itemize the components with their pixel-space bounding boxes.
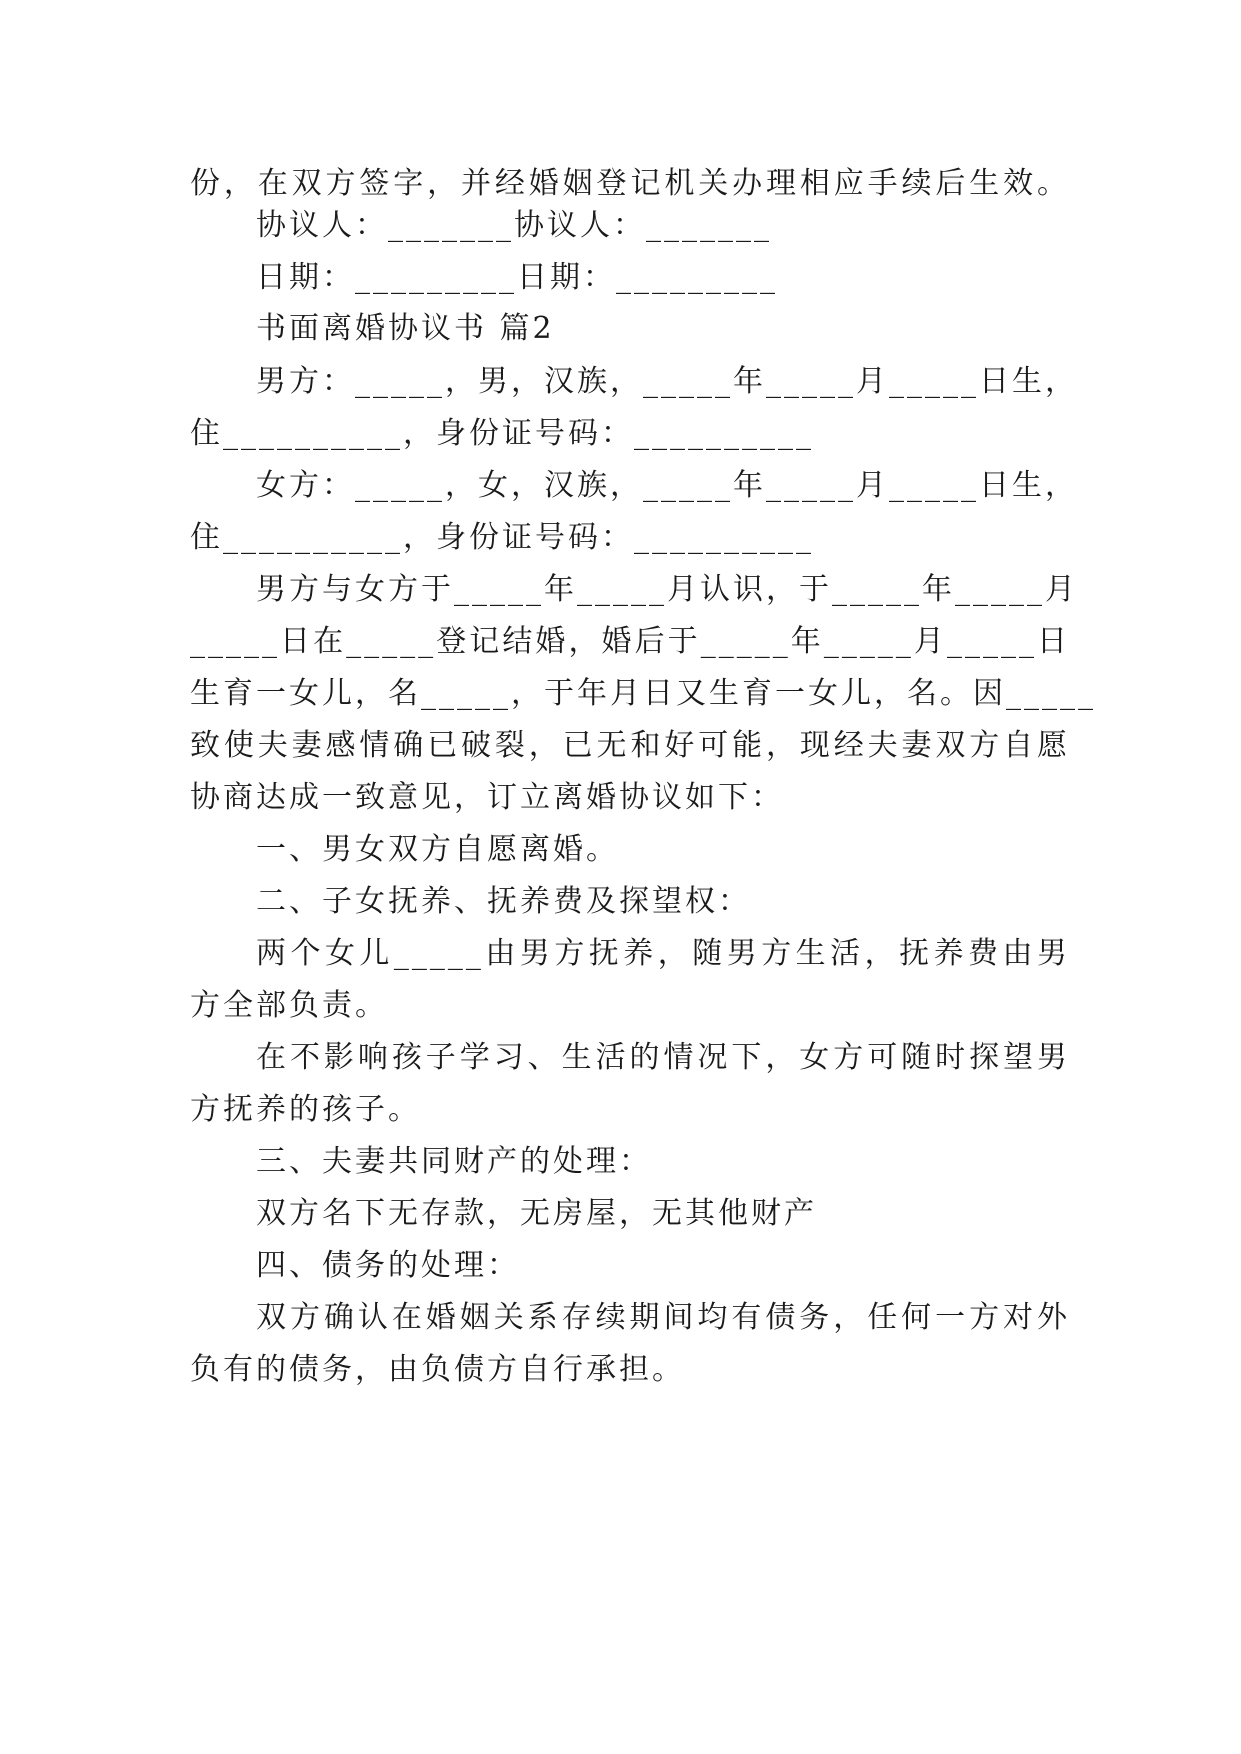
text-line: 住__________，身份证号码：__________: [190, 416, 814, 451]
text-line: 生育一女儿，名_____，于年月日又生育一女儿，名。因_____: [190, 676, 1096, 711]
clause-heading: 四、债务的处理：: [256, 1248, 520, 1283]
section-title: 书面离婚协议书 篇2: [256, 311, 555, 346]
text-line: 在不影响孩子学习、生活的情况下，女方可随时探望男: [256, 1040, 1070, 1075]
text-line: 负有的债务，由负债方自行承担。: [190, 1352, 685, 1387]
text-line: 女方：_____，女，汉族，_____年_____月_____日生，: [256, 468, 1078, 503]
text-line: 份，在双方签字，并经婚姻登记机关办理相应手续后生效。: [190, 166, 1070, 201]
clause-heading: 二、子女抚养、抚养费及探望权：: [256, 884, 751, 919]
text-line: 方抚养的孩子。: [190, 1092, 421, 1127]
clause-heading: 一、男女双方自愿离婚。: [256, 832, 619, 867]
text-line: 两个女儿_____由男方抚养，随男方生活，抚养费由男: [256, 936, 1070, 971]
text-line: 协商达成一致意见，订立离婚协议如下：: [190, 780, 784, 815]
text-line: 男方与女方于_____年_____月认识，于_____年_____月: [256, 572, 1078, 607]
clause-heading: 三、夫妻共同财产的处理：: [256, 1144, 652, 1179]
text-line: 住__________，身份证号码：__________: [190, 520, 814, 555]
date-line: 日期：_________日期：_________: [256, 260, 778, 295]
text-line: 男方：_____，男，汉族，_____年_____月_____日生，: [256, 364, 1078, 399]
text-line: 双方确认在婚姻关系存续期间均有债务，任何一方对外: [256, 1300, 1070, 1335]
text-line: 双方名下无存款，无房屋，无其他财产: [256, 1196, 817, 1231]
text-line: 致使夫妻感情确已破裂，已无和好可能，现经夫妻双方自愿: [190, 728, 1070, 763]
text-line: 方全部负责。: [190, 988, 388, 1023]
text-line: _____日在_____登记结婚，婚后于_____年_____月_____日: [190, 624, 1070, 659]
signatory-line: 协议人：_______协议人：_______: [256, 208, 772, 243]
